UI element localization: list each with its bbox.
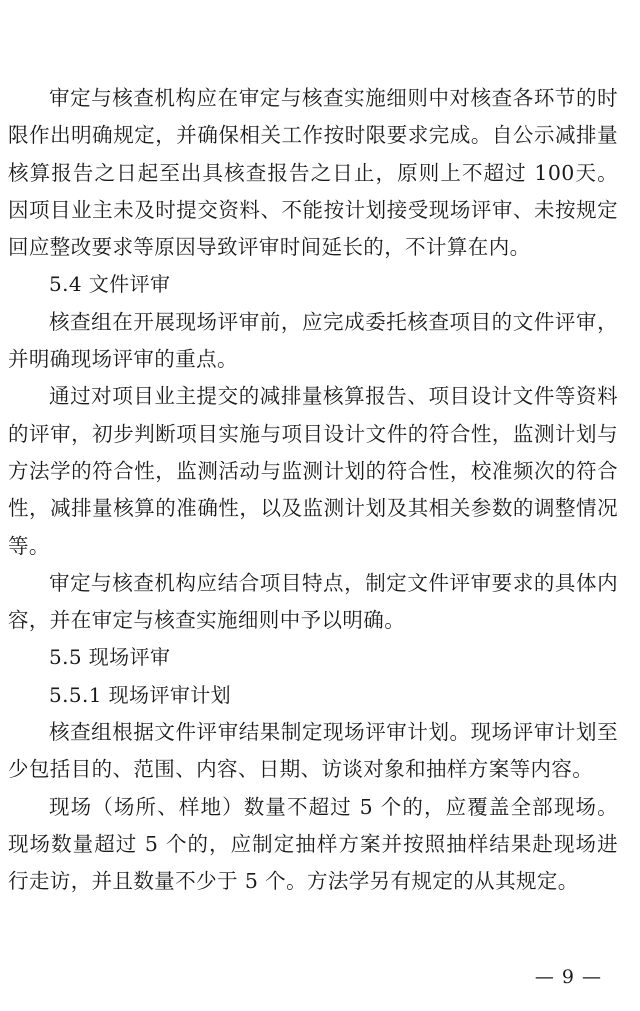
paragraph-document-review-intro: 核查组在开展现场评审前，应完成委托核查项目的文件评审，并明确现场评审的重点。: [8, 309, 618, 372]
paragraph-review-time-limit: 审定与核查机构应在审定与核查实施细则中对核查各环节的时限作出明确规定，并确保相关工作按时限要求完成。自公示减排量核算报告之日起至出具核查报告之日止，原则上不超过 100天。因项目业主未及时提交资料、不能按计划接受现场评审、未按规定回应整改要求等原因导致评审时间延长的，不计算在内。: [8, 86, 618, 260]
document-body: [8, 80, 618, 901]
paragraph-document-review-scope: 通过对项目业主提交的减排量核算报告、项目设计文件等资料的评审，初步判断项目实施与项目设计文件的符合性，监测计划与方法学的符合性，监测活动与监测计划的符合性，校准频次的符合性，减排量核算的准确性，以及监测计划及其相关参数的调整情况等。: [8, 384, 618, 558]
paragraph-site-sampling: 现场（场所、样地）数量不超过 5 个的，应覆盖全部现场。现场数量超过 5 个的，应制定抽样方案并按照抽样结果赴现场进行走访，并且数量不少于 5 个。方法学另有规定的从其规定。: [8, 794, 618, 894]
section-heading-5-4: 5.4 文件评审: [49, 272, 171, 297]
paragraph-site-review-plan: 核查组根据文件评审结果制定现场评审计划。现场评审计划至少包括目的、范围、内容、日期、访谈对象和抽样方案等内容。: [8, 720, 618, 782]
section-heading-5-5-1: 5.5.1 现场评审计划: [49, 682, 232, 707]
paragraph-document-review-requirements: 审定与核查机构应结合项目特点，制定文件评审要求的具体内容，并在审定与核查实施细则中予以明确。: [8, 570, 618, 633]
page-number: — 9 —: [534, 966, 602, 988]
section-heading-5-5: 5.5 现场评审: [49, 645, 171, 670]
